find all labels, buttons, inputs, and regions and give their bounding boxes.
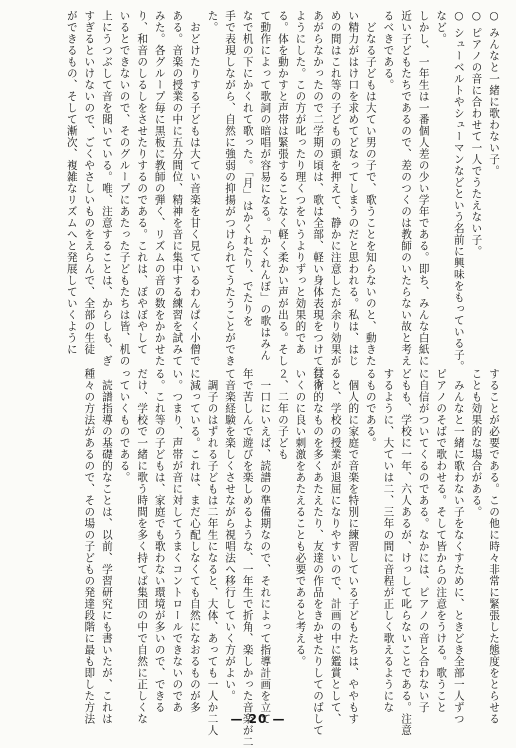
text-line: ができるもの、そして漸次、複雑なリズムへと発展していくように — [65, 10, 78, 355]
text-line: すぎるといけないので、ごくやさしいものをえらんで、全部の生徒 — [83, 10, 96, 355]
text-line: 調子のはずれる子どもは二年生になると、大体、あっても一人か二人 — [206, 368, 219, 736]
page-number: — 20 — — [230, 712, 286, 726]
text-line: ると、学校の授業が退屈になりやすいので、計画の中に鑑賞として、 — [329, 368, 342, 725]
text-line: い精力がはけ口を求めてどなってしまうのだと思われる。私は、はじ — [347, 10, 360, 367]
text-line: 芸術的なものを多くあたえたり、友達の作品をきかせたりしてのばして — [312, 368, 325, 736]
text-line: て動作によって歌詞の暗唱が容易になる。「かくれんぼ」の歌はみん — [259, 10, 272, 362]
text-line: だけ、学校で一緒に歌う時間を多く持てば集団の中で自然に正しくな — [136, 368, 149, 725]
text-line: 上にうつぶして音を聞いている。唯、注意することは、からしも、ぎ — [100, 10, 113, 367]
text-line: なで机の下にかくれて歌った。「月」はかくれたり、でたりを — [241, 10, 254, 327]
text-line: ことも効果的な場合がある。 — [470, 368, 483, 518]
text-line: おどけたりする子どもは大てい音楽を甘く見ているわんぱく小僧で — [188, 10, 201, 367]
text-line: る。これ等の子どもは、家庭でも歌わない環境が多いので、できる — [153, 368, 166, 713]
text-line: 種々の方法があるので、その場の子どもの発達段階に最も即した方法 — [83, 368, 96, 725]
text-line: り、和音のしるしをさせたりするのである。これは、ぼやぼやして — [136, 10, 149, 355]
text-line: ある。音楽の授業の中に五分間位、精神を音に集中する練習を試みて — [171, 10, 184, 367]
text-line: めの間はこれ等の子どもの頭を押えて、静かに注意したが余り効果が — [329, 10, 342, 367]
text-line: 読譜指導の基礎的なことは、以前、学習研究にも書いたが、これは — [100, 368, 113, 725]
text-line: に減っている。これは、まだ心配しなくても自然になおるものが多 — [188, 368, 201, 713]
text-line: ピアノのそばで歌わせる。そして皆からの注意をうける。歌うこと — [435, 368, 448, 713]
text-line: た。 — [206, 10, 219, 33]
text-line: あがらなかったので二学期の頃は、歌は全部、軽い身体表現をつけて行う — [312, 10, 325, 390]
text-line: みた。各グループ毎に黒板に教師の弾く、リズムの音の数をかかせた — [153, 10, 166, 367]
text-line: るものである。 — [364, 368, 377, 449]
top-text-block — [62, 10, 502, 390]
text-line: るべきである。 — [382, 10, 395, 91]
text-line: どもも、学校に一年、六人あるが、けっして叱らないことである。注意 — [400, 368, 413, 736]
text-line: ようにした。この方が叱ったり理くつをいうよりずっと効果的であ — [294, 10, 307, 355]
text-line: 個人的に家庭で音楽を特別に練習している子どもたちは、ややもす — [347, 368, 360, 725]
text-line: みんなと一緒に歌わない子をなくすために、ときどき全部一人ずつ — [452, 368, 465, 725]
text-line: 近い子どもたちであるので、差のつくのは教師のいたらない故と考え — [400, 10, 413, 367]
text-line: に自信がついてくるのである。なかには、ピアノの音と合わない子 — [417, 368, 430, 713]
text-line: い。つまり、声帯が音に対してうまくコントロールできないのであ — [171, 368, 184, 713]
text-line: するように、大ていは二、三年の間に音程が正しく歌えるようにな — [382, 368, 395, 713]
text-line: 一口にいえば、読譜の準備期なので、それによって指導計画を立て — [259, 368, 272, 725]
text-line: ○ シューベルトやシューマンなどという名前に興味をもっている子。 — [452, 10, 465, 373]
text-line: など。 — [435, 10, 448, 45]
text-line: いくのに良い刺激をあたえることも必要であると考える。 — [294, 368, 307, 667]
text-line: っていくものである。 — [118, 368, 131, 483]
text-line: 年で苦しんで遊びを楽しめるような、一年生で折角、楽しかった音楽が二 — [241, 368, 254, 748]
text-line: どなる子どもは大てい男の子で、歌うことを知らないのと、動きた — [364, 10, 377, 367]
text-line: ○ みんなと一緒に歌わない子。 — [488, 10, 500, 177]
text-line: て音楽経験を楽しくさせながら視唱法へ移行していく方がよい。 — [224, 368, 237, 702]
text-line: 手で表現しながら、自然に強弱の抑揚がつけられてうたうことができ — [224, 10, 237, 367]
text-line: る。体を動かすと声帯は緊張することなく軽く柔かい声が出る。そし — [276, 10, 289, 367]
text-line: しかし、一年生は一番個人差の少い学年である。即ち、みんな白紙に — [417, 10, 430, 367]
text-line: ○ ピアノの音に合わせて一人でうたえない子。 — [470, 10, 483, 258]
text-line: することが必要である。この他に時々非常に緊張した態度をとらせる — [488, 368, 500, 725]
text-line: いるとできないので、そのグループにあたった子どもたちは皆、机の — [118, 10, 131, 367]
text-line: ２、二年の子ども — [276, 368, 289, 460]
